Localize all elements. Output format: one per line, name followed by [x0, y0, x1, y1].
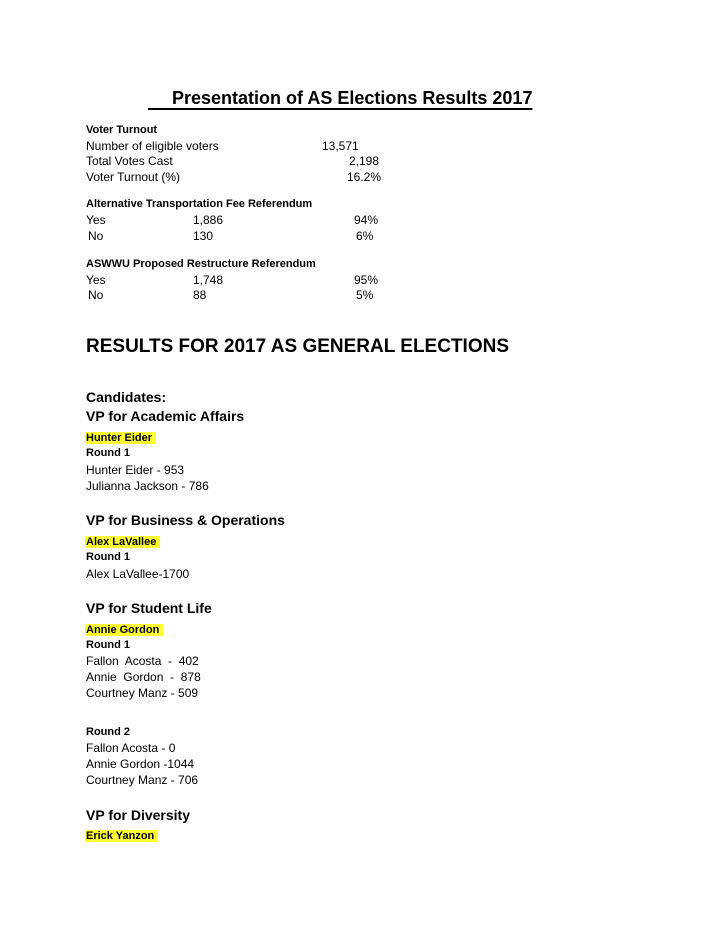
turnout-label: Total Votes Cast: [86, 154, 173, 168]
referendum2-no-label: No: [88, 288, 104, 302]
student-life-heading: VP for Student Life: [86, 600, 212, 616]
page-title: Presentation of AS Elections Results 2017: [172, 88, 533, 108]
student-life-round1-result: Courtney Manz - 509: [86, 686, 199, 700]
academic-round1-label: Round 1: [86, 447, 130, 459]
business-round1-result: Alex LaVallee-1700: [86, 567, 190, 581]
turnout-value: 2,198: [349, 154, 380, 168]
student-life-round2-result: Annie Gordon -1044: [86, 757, 195, 771]
student-life-round1-result: Fallon Acosta - 402: [86, 654, 199, 668]
diversity-winner: Erick Yanzon: [85, 830, 158, 842]
turnout-label: Voter Turnout (%): [86, 170, 181, 184]
referendum2-yes-pct: 95%: [354, 273, 379, 287]
diversity-heading: VP for Diversity: [86, 807, 191, 823]
turnout-heading: Voter Turnout: [86, 124, 158, 136]
student-life-round1-label: Round 1: [86, 639, 130, 651]
student-life-round2-result: Courtney Manz - 706: [86, 773, 199, 787]
referendum1-yes-pct: 94%: [354, 213, 379, 227]
student-life-round1-result: Annie Gordon - 878: [86, 670, 201, 684]
referendum1-no-count: 130: [193, 229, 214, 243]
referendum1-yes-label: Yes: [86, 213, 106, 227]
referendum1-heading: Alternative Transportation Fee Referendum: [86, 198, 313, 210]
turnout-label: Number of eligible voters: [86, 139, 219, 153]
referendum2-heading: ASWWU Proposed Restructure Referendum: [86, 258, 316, 270]
business-winner: Alex LaVallee: [85, 536, 160, 548]
referendum1-no-pct: 6%: [356, 229, 374, 243]
student-life-winner: Annie Gordon: [85, 624, 163, 636]
referendum2-no-pct: 5%: [356, 288, 374, 302]
business-heading: VP for Business & Operations: [86, 512, 285, 528]
student-life-round2-result: Fallon Acosta - 0: [86, 741, 176, 755]
referendum2-yes-label: Yes: [86, 273, 106, 287]
referendum2-no-count: 88: [193, 288, 207, 302]
candidates-label: Candidates:: [86, 389, 167, 405]
referendum2-yes-count: 1,748: [193, 273, 224, 287]
academic-winner: Hunter Eider: [85, 432, 156, 444]
referendum1-no-label: No: [88, 229, 104, 243]
student-life-round2-label: Round 2: [86, 726, 130, 738]
academic-round1-result: Julianna Jackson - 786: [86, 479, 209, 493]
business-round1-label: Round 1: [86, 551, 130, 563]
referendum1-yes-count: 1,886: [193, 213, 224, 227]
academic-heading: VP for Academic Affairs: [86, 408, 245, 424]
turnout-value: 13,571: [322, 139, 359, 153]
academic-round1-result: Hunter Eider - 953: [86, 463, 185, 477]
results-heading: RESULTS FOR 2017 AS GENERAL ELECTIONS: [86, 336, 510, 357]
turnout-value: 16.2%: [347, 170, 382, 184]
